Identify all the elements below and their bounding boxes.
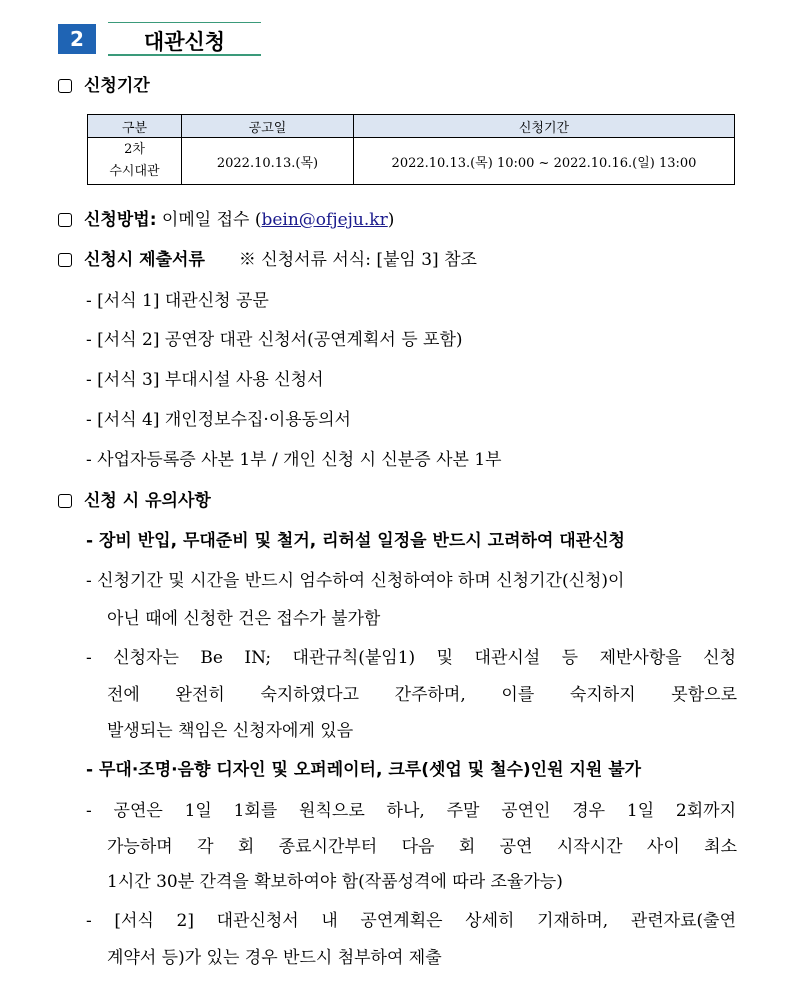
note-item-cont: 아닌 때에 신청한 건은 접수가 불가함	[107, 609, 381, 629]
checkbox-square-icon	[58, 494, 72, 508]
documents-heading-line	[58, 245, 477, 270]
section-title: 대관신청	[143, 30, 226, 54]
note-item: - 신청자는 Be IN; 대관규칙(붙임1) 및 대관시설 등 제반사항을 신청	[86, 648, 736, 668]
table-row	[88, 138, 735, 185]
table-header-type: 구분	[88, 115, 182, 138]
documents-note: ※ 신청서류 서식: [붙임 3] 참조	[238, 250, 477, 270]
documents-label: 신청시 제출서류	[84, 250, 205, 270]
checkbox-square-icon	[58, 253, 72, 267]
cell-type	[88, 138, 182, 185]
document-item: - [서식 3] 부대시설 사용 신청서	[86, 370, 324, 390]
note-item-bold: - 장비 반입, 무대준비 및 철거, 리허설 일정을 반드시 고려하여 대관신청	[86, 531, 625, 551]
checkbox-square-icon	[58, 79, 72, 93]
note-item-cont: 발생되는 책임은 신청자에게 있음	[107, 721, 354, 741]
email-link[interactable]: bein@ofjeju.kr	[261, 210, 388, 230]
method-text: 이메일 접수 (	[161, 210, 262, 230]
table-header-period: 신청기간	[354, 115, 735, 138]
section-title-box	[108, 22, 261, 56]
notes-label: 신청 시 유의사항	[84, 491, 211, 511]
note-item-cont: 계약서 등)가 있는 경우 반드시 첨부하여 제출	[107, 948, 442, 968]
note-item: - [서식 2] 대관신청서 내 공연계획은 상세히 기재하며, 관련자료(출연	[86, 911, 736, 931]
method-label: 신청방법:	[84, 210, 157, 230]
note-item: - 공연은 1일 1회를 원칙으로 하나, 주말 공연인 경우 1일 2회까지	[86, 801, 736, 821]
cell-period: 2022.10.13.(목) 10:00 ~ 2022.10.16.(일) 13:00	[354, 138, 735, 185]
table-header-notice: 공고일	[182, 115, 354, 138]
note-item-cont: 전에 완전히 숙지하였다고 간주하며, 이를 숙지하지 못함으로	[107, 685, 737, 705]
cell-type-line1: 2차	[124, 142, 145, 157]
document-item: - [서식 1] 대관신청 공문	[86, 291, 269, 311]
note-item: - 신청기간 및 시간을 반드시 엄수하여 신청하여야 하며 신청기간(신청)이	[86, 571, 625, 591]
cell-notice-date: 2022.10.13.(목)	[182, 138, 354, 185]
cell-type-line2: 수시대관	[109, 164, 160, 179]
document-item: - [서식 4] 개인정보수집·이용동의서	[86, 410, 351, 430]
method-line	[58, 205, 394, 230]
notes-heading-line	[58, 486, 211, 511]
document-item: - [서식 2] 공연장 대관 신청서(공연계획서 등 포함)	[86, 330, 463, 350]
note-item-bold: - 무대·조명·음향 디자인 및 오퍼레이터, 크루(셋업 및 철수)인원 지원 불가	[86, 760, 642, 780]
period-table	[87, 114, 735, 185]
table-header-row	[88, 115, 735, 138]
section-number: 2	[58, 24, 96, 54]
checkbox-square-icon	[58, 213, 72, 227]
note-item-cont: 1시간 30분 간격을 확보하여야 함(작품성격에 따라 조율가능)	[107, 872, 563, 892]
period-heading: 신청기간	[84, 76, 150, 96]
method-close: )	[387, 210, 395, 230]
note-item-cont: 가능하며 각 회 종료시간부터 다음 회 공연 시작시간 사이 최소	[107, 837, 737, 857]
period-heading-line	[58, 71, 150, 96]
document-item: - 사업자등록증 사본 1부 / 개인 신청 시 신분증 사본 1부	[86, 450, 502, 470]
section-header	[58, 22, 261, 56]
